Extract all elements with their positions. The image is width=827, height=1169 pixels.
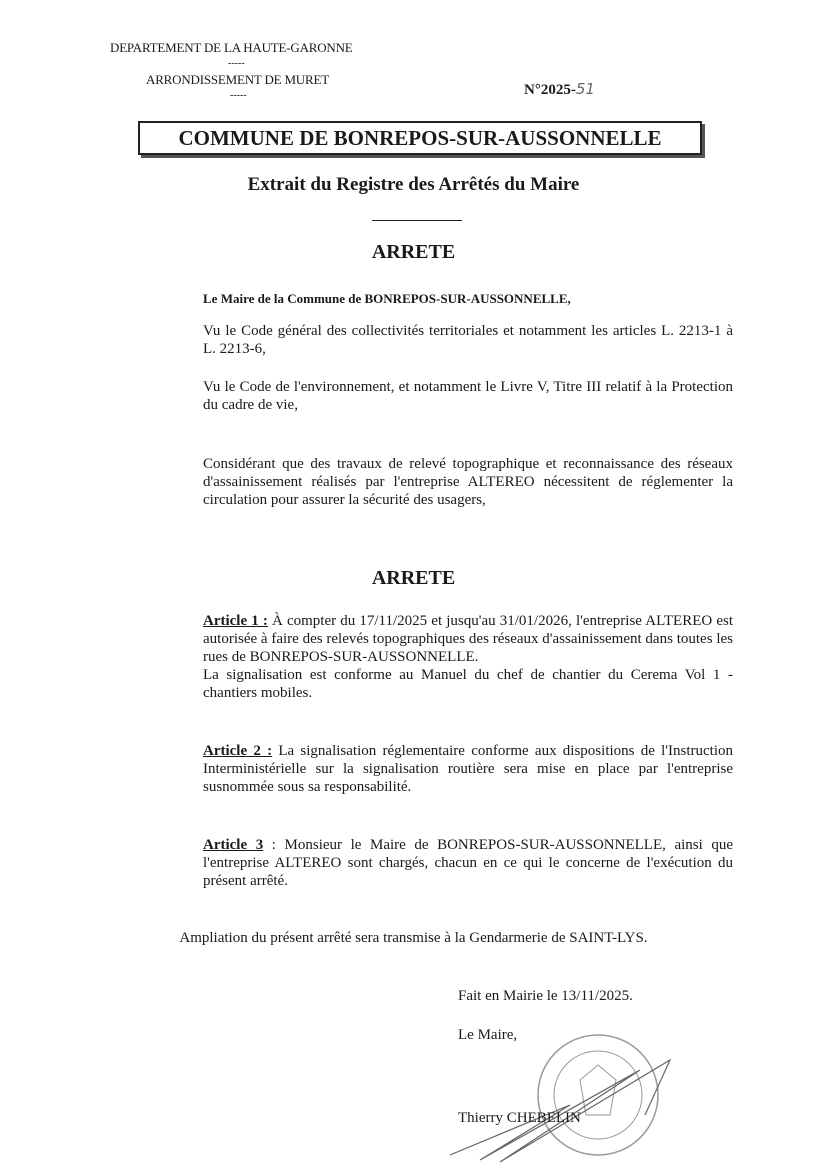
department-label: DEPARTEMENT DE LA HAUTE-GARONNE bbox=[110, 40, 353, 55]
article-text: La signalisation est conforme au Manuel du chef de chantier du Cerema Vol 1 - chantiers mobiles. bbox=[203, 667, 733, 701]
signatory-role: Le Maire, bbox=[458, 1027, 518, 1043]
article-text: La signalisation réglementaire conforme aux dispositions de l'Instruction Interministérielle sur la signalisation routière sera mise en place par l'entreprise susnommée sous sa responsabilité. bbox=[203, 743, 733, 795]
stamp-icon bbox=[538, 1035, 658, 1155]
place-date: Fait en Mairie le 13/11/2025. bbox=[458, 988, 633, 1004]
arrondissement-label: ARRONDISSEMENT DE MURET bbox=[146, 72, 329, 87]
stamp-and-signature bbox=[440, 1030, 740, 1165]
arrete-heading-2: ARRETE bbox=[371, 567, 456, 589]
ampliation: Ampliation du présent arrêté sera transmise à la Gendarmerie de SAINT-LYS. bbox=[179, 930, 648, 946]
considerant-paragraph: Considérant que des travaux de relevé topographique et reconnaissance des réseaux d'assainissement réalisés par l'entreprise ALTEREO nécessitent de réglementer la circulation pour assurer la sécurité des usagers, bbox=[203, 456, 733, 508]
subtitle: Extrait du Registre des Arrêtés du Maire bbox=[247, 174, 580, 195]
article-2 bbox=[203, 742, 733, 796]
commune-title: COMMUNE DE BONREPOS-SUR-AUSSONNELLE bbox=[138, 121, 702, 155]
article-label: Article 2 : bbox=[203, 743, 273, 759]
article-text: À compter du 17/11/2025 et jusqu'au 31/01/2026, l'entreprise ALTEREO est autorisée à faire des relevés topographiques des réseaux d'assainissement dans toutes les rues de BONREPOS-SUR-AUSSONNELLE. bbox=[203, 613, 733, 665]
article-3 bbox=[203, 836, 733, 890]
article-label: Article 1 : bbox=[203, 613, 268, 629]
separator: ----- bbox=[230, 90, 247, 101]
article-1 bbox=[203, 612, 733, 702]
separator: ----- bbox=[228, 58, 245, 69]
number-prefix: N°2025- bbox=[524, 82, 576, 98]
preamble-intro: Le Maire de la Commune de BONREPOS-SUR-AUSSONNELLE, bbox=[203, 291, 571, 306]
arrete-heading: ARRETE bbox=[371, 241, 456, 263]
vu-paragraph-1: Vu le Code général des collectivités territoriales et notamment les articles L. 2213-1 à L. 2213-6, bbox=[203, 323, 733, 357]
article-label: Article 3 bbox=[203, 837, 264, 853]
vu-paragraph-2: Vu le Code de l'environnement, et notamment le Livre V, Titre III relatif à la Protection du cadre de vie, bbox=[203, 379, 733, 413]
decree-number bbox=[524, 80, 595, 99]
divider bbox=[372, 220, 462, 221]
article-text: : Monsieur le Maire de BONREPOS-SUR-AUSSONNELLE, ainsi que l'entreprise ALTEREO sont chargés, chacun en ce qui le concerne de l'exécution du présent arrêté. bbox=[203, 837, 733, 889]
number-handwritten: 51 bbox=[575, 80, 595, 98]
signatory-name: Thierry CHEBELIN bbox=[458, 1110, 581, 1126]
